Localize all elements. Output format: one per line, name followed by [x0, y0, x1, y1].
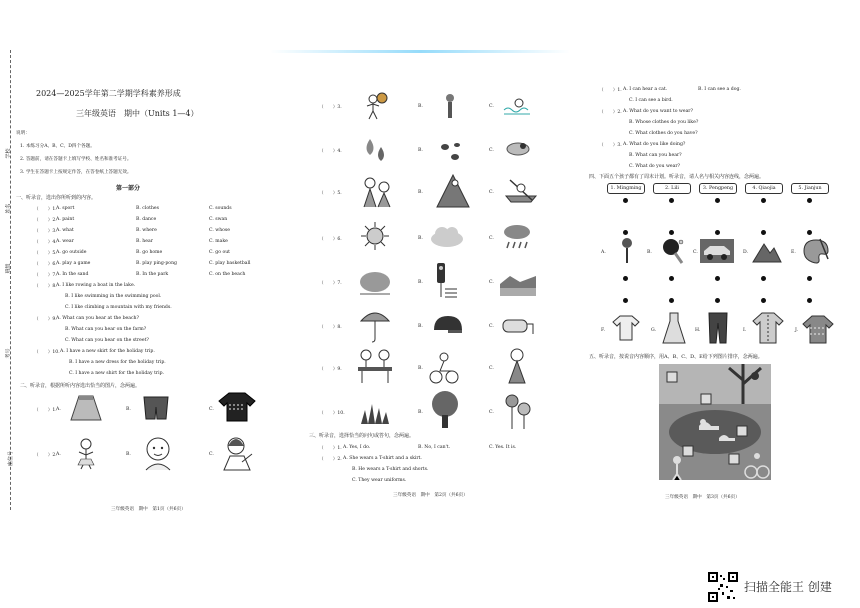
p1-pic-q2-b: B.: [126, 452, 131, 457]
name-box-lili: 2. Lili: [653, 183, 691, 194]
flowers-image: [499, 388, 537, 432]
p3-q1-c: C. I can see a bird.: [629, 98, 673, 103]
cap-image: [429, 310, 465, 340]
p2-q3-c: C.: [489, 104, 494, 109]
p2-s3-q1-a: A. Yes, I do.: [343, 445, 371, 450]
page-1-footer: 三年级英语 期中 第1页（共6页）: [111, 507, 186, 512]
p1-pic-q2-c: C.: [209, 452, 214, 457]
p3-q3-c: C. What do you wear?: [629, 164, 680, 169]
section3-heading: 三、听录音，选择恰当的问句或答句，念两遍。: [309, 433, 415, 439]
page-2: [305, 40, 565, 510]
p1-q1-a: A. sport: [56, 206, 75, 211]
dot-low-f[interactable]: [623, 298, 628, 303]
side-label-class: 班级: [5, 263, 12, 274]
p1-pic-q2-num: （ ）2.: [34, 453, 57, 458]
p1-q10-c: C. I have a new shirt for the holiday trip.: [69, 371, 164, 376]
p1-q4-c: C. make: [209, 239, 228, 244]
part1-title: 第一部分: [116, 185, 141, 192]
microphone-image: [435, 92, 465, 122]
dot-mid-a[interactable]: [623, 276, 628, 281]
rain-cloud-image: [499, 220, 535, 254]
p1-q2-num: （ ）2.: [34, 218, 57, 223]
p1-q6-c: C. play basketball: [209, 261, 251, 266]
jeans-image: [703, 310, 733, 346]
p2-q6-c: C.: [489, 236, 494, 241]
p1-pic-q2-a: A.: [56, 452, 61, 457]
p1-q4-b: B. hear: [136, 239, 153, 244]
p2-s3-q2-b: B. He wears a T-shirt and shorts.: [352, 467, 429, 472]
p2-q7-c: C.: [489, 280, 494, 285]
p1-q10-a: A. I have a new skirt for the holiday trip.: [60, 349, 155, 354]
row1-letter-c: C.: [693, 250, 698, 255]
qr-code-image: [708, 572, 738, 602]
instruction-1: 1. 本练习分A、B、C、D四个各题。: [20, 144, 95, 149]
p1-q8-a: A. I like rowing a boat in the lake.: [56, 283, 136, 288]
raindrops-image: [357, 134, 393, 168]
bees-image: [433, 136, 467, 168]
p3-q2-num: （ ）2.: [599, 110, 622, 115]
p1-q7-a: A. In the sand: [56, 272, 89, 277]
p2-s3-q1-b: B. No, I can't.: [418, 445, 451, 450]
p3-q3-num: （ ）3.: [599, 143, 622, 148]
rowing-boat-image: [501, 174, 541, 208]
p1-q3-c: C. whose: [209, 228, 231, 233]
page-3-footer: 三年级英语 期中 第3页（共6页）: [665, 495, 740, 500]
boy-swimming-image: [501, 92, 533, 120]
p1-q6-num: （ ）6.: [34, 262, 57, 267]
p1-q8-num: （ ）8.: [34, 284, 57, 289]
p2-q10-num: （ ）10.: [319, 411, 345, 416]
row2-letter-g: G.: [651, 328, 656, 333]
p1-q4-num: （ ）4.: [34, 240, 57, 245]
dot-top-a[interactable]: [623, 230, 628, 235]
p1-q8-b: B. I like swimming in the swimming pool.: [65, 294, 162, 299]
skirt-image: [66, 392, 106, 424]
p2-q4-c: C.: [489, 148, 494, 153]
side-label-school: 学校: [5, 148, 12, 159]
instruction-3: 3. 学生在答题卡上按规定作答，在答卷纸上答题无效。: [20, 170, 132, 175]
dot-top-e[interactable]: [807, 230, 812, 235]
p1-q1-c: C. sounds: [209, 206, 232, 211]
exam-subtitle: 三年级英语 期中（Units 1—4）: [76, 109, 199, 118]
farm-landscape-image: [499, 264, 537, 298]
exam-title: 2024—2025学年第二学期学科素养形成: [36, 89, 181, 98]
dot-low-g[interactable]: [669, 298, 674, 303]
dot-mid-e[interactable]: [807, 276, 812, 281]
p2-q9-b: B.: [418, 366, 423, 371]
page-3: [585, 40, 855, 510]
binding-cut-line: [10, 50, 11, 510]
p1-q2-a: A. paint: [56, 217, 75, 222]
p1-q1-num: （ ）1.: [34, 207, 57, 212]
scanner-watermark: 扫描全能王 创建: [744, 580, 832, 594]
dot-name-4[interactable]: [761, 198, 766, 203]
instruction-2: 2. 答题前，请在答题卡上填写学校、姓名和准考证号。: [20, 157, 132, 162]
p2-s3-q1-num: （ ）1.: [319, 446, 342, 451]
shirt-image: [751, 310, 785, 346]
p2-q5-b: B.: [418, 190, 423, 195]
p2-s3-q1-c: C. Yes. It is.: [489, 445, 517, 450]
p3-q1-a: A. I can hear a cat.: [623, 87, 668, 92]
p1-q7-c: C. on the beach: [209, 272, 246, 277]
people-at-table-image: [353, 346, 397, 386]
p1-q3-a: A. what: [56, 228, 74, 233]
p2-q7-b: B.: [418, 280, 423, 285]
p1-q7-b: B. In the park: [136, 272, 169, 277]
paint-palette-image: [799, 236, 831, 266]
dot-low-j[interactable]: [807, 298, 812, 303]
side-label-number: 考号: [5, 348, 12, 359]
p2-q3-num: （ ）3.: [319, 105, 342, 110]
row1-letter-e: E.: [791, 250, 796, 255]
goggles-image: [499, 308, 537, 342]
side-label-name: 姓名: [5, 203, 12, 214]
p2-q7-num: （ ）7.: [319, 281, 342, 286]
section1-heading: 一、听录音，选出你所听到的内容。: [16, 195, 97, 201]
p1-pic-q1-num: （ ）1.: [34, 408, 57, 413]
p2-s3-q2-a: A. She wears a T-shirt and a skirt.: [343, 456, 422, 461]
mountain-image: [751, 238, 783, 266]
p1-q5-c: C. go out: [209, 250, 231, 255]
p3-q2-b: B. Whose clothes do you like?: [629, 120, 699, 125]
dot-name-2[interactable]: [669, 198, 674, 203]
p3-q2-c: C. What clothes do you have?: [629, 131, 698, 136]
dot-name-5[interactable]: [807, 198, 812, 203]
t-shirt-image: [611, 312, 641, 344]
row1-letter-d: D.: [743, 250, 748, 255]
park-scene-image: [659, 364, 771, 480]
dot-top-d[interactable]: [761, 230, 766, 235]
jacket-image: [801, 312, 835, 346]
boy-listening-image: [136, 433, 180, 473]
grass-image: [357, 394, 393, 428]
dot-low-i[interactable]: [761, 298, 766, 303]
name-box-mingming: 1. Mingming: [607, 183, 645, 194]
p2-q10-c: C.: [489, 410, 494, 415]
p1-q10-b: B. I have a new dress for the holiday trip.: [69, 360, 166, 365]
car-image: [699, 236, 735, 266]
p1-q2-b: B. dance: [136, 217, 157, 222]
p1-q9-b: B. What can you hear on the farm?: [65, 327, 147, 332]
p2-s3-q2-c: C. They wear uniforms.: [352, 478, 407, 483]
p1-pic-q1-c: C.: [209, 407, 214, 412]
row1-letter-b: B.: [647, 250, 652, 255]
p3-q3-a: A. What do you like doing?: [623, 142, 686, 147]
dot-low-h[interactable]: [715, 298, 720, 303]
p1-q5-a: A. go outside: [56, 250, 87, 255]
p2-q3-b: B.: [418, 104, 423, 109]
p3-q2-a: A. What do you want to wear?: [623, 109, 693, 114]
row2-letter-i: I.: [743, 328, 747, 333]
p1-q9-num: （ ）9.: [34, 317, 57, 322]
boy-basketball-image: [357, 90, 393, 122]
p2-q6-num: （ ）6.: [319, 237, 342, 242]
section2-heading: 二、听录音，根据所听内容选出恰当的图片，念两遍。: [20, 383, 141, 389]
p1-q10-num: （ ）10.: [34, 350, 60, 355]
p2-q4-b: B.: [418, 148, 423, 153]
p1-q5-num: （ ）5.: [34, 251, 57, 256]
dot-top-b[interactable]: [669, 230, 674, 235]
row2-letter-h: H.: [695, 328, 701, 333]
boy-playing-image: [499, 346, 535, 386]
p2-q9-num: （ ）9.: [319, 367, 342, 372]
p1-q7-num: （ ）7.: [34, 273, 57, 278]
kids-cycling-image: [427, 346, 467, 386]
dot-mid-c[interactable]: [715, 276, 720, 281]
dot-name-1[interactable]: [623, 198, 628, 203]
row1-letter-a: A.: [601, 250, 606, 255]
shorts-image: [136, 392, 176, 424]
ping-pong-paddle-image: [659, 236, 687, 266]
p2-q9-c: C.: [489, 366, 494, 371]
name-box-qiaojia: 4. Qiaojia: [745, 183, 783, 194]
dot-mid-b[interactable]: [669, 276, 674, 281]
p1-q2-c: C. swan: [209, 217, 228, 222]
microphone-activity-image: [613, 236, 641, 266]
p2-s3-q2-num: （ ）2.: [319, 457, 342, 462]
sweater-image: [216, 390, 258, 424]
p1-pic-q1-b: B.: [126, 407, 131, 412]
p1-q9-c: C. What can you hear on the street?: [65, 338, 149, 343]
p2-q8-c: C.: [489, 324, 494, 329]
tree-image: [425, 388, 465, 430]
name-box-pengpeng: 3. Pengpeng: [699, 183, 737, 194]
section5-heading: 五、听录音，按说音内容顺序，用A、B、C、D、E给下列图片排序，念两遍。: [589, 354, 763, 360]
name-box-jianjun: 5. Jianjun: [791, 183, 829, 194]
p2-q5-c: C.: [489, 190, 494, 195]
p1-pic-q1-a: A.: [56, 407, 61, 412]
dress-image: [659, 310, 689, 346]
p1-q4-a: A. wear: [56, 239, 74, 244]
sun-image: [357, 218, 393, 254]
girl-dancing-image: [66, 436, 106, 472]
p3-q3-b: B. What can you hear?: [629, 153, 682, 158]
row2-letter-j: J.: [795, 328, 798, 333]
girl-drawing-image: [216, 433, 260, 473]
p3-q1-num: （ ）1.: [599, 88, 622, 93]
p1-q6-b: B. play ping-pong: [136, 261, 177, 266]
p2-q6-b: B.: [418, 236, 423, 241]
p1-q8-c: C. I like climbing a mountain with my friends.: [65, 305, 172, 310]
row2-letter-f: F.: [601, 328, 605, 333]
dot-name-3[interactable]: [715, 198, 720, 203]
p1-q6-a: A. play a game: [56, 261, 91, 266]
p1-q9-a: A. What can you hear at the beach?: [56, 316, 139, 321]
dot-top-c[interactable]: [715, 230, 720, 235]
cloud-rain-image: [501, 136, 535, 168]
umbrella-image: [357, 306, 393, 344]
instructions-label: 说明：: [16, 131, 30, 136]
page-1: [16, 40, 266, 510]
p2-q4-num: （ ）4.: [319, 149, 342, 154]
cloud-image: [427, 222, 467, 252]
p1-q3-num: （ ）3.: [34, 229, 57, 234]
dot-mid-d[interactable]: [761, 276, 766, 281]
traffic-light-image: [429, 260, 463, 300]
p2-q5-num: （ ）5.: [319, 191, 342, 196]
p2-q8-num: （ ）8.: [319, 325, 342, 330]
kids-playing-image: [357, 172, 397, 210]
p1-q1-b: B. clothes: [136, 206, 159, 211]
p1-q5-b: B. go home: [136, 250, 163, 255]
p2-q8-b: B.: [418, 324, 423, 329]
p3-q1-b: B. I can see a dog.: [698, 87, 741, 92]
p2-q10-b: B.: [418, 410, 423, 415]
windy-cloud-image: [355, 264, 395, 300]
page-2-footer: 三年级英语 期中 第2页（共6页）: [393, 493, 468, 498]
mountain-climber-image: [433, 170, 473, 210]
section4-heading: 四、下面五个孩子都有了周末计划。听录音，请人名与相关内容连线，念两遍。: [589, 174, 765, 180]
p1-q3-b: B. where: [136, 228, 157, 233]
side-label-seat: 座位号: [8, 450, 15, 467]
